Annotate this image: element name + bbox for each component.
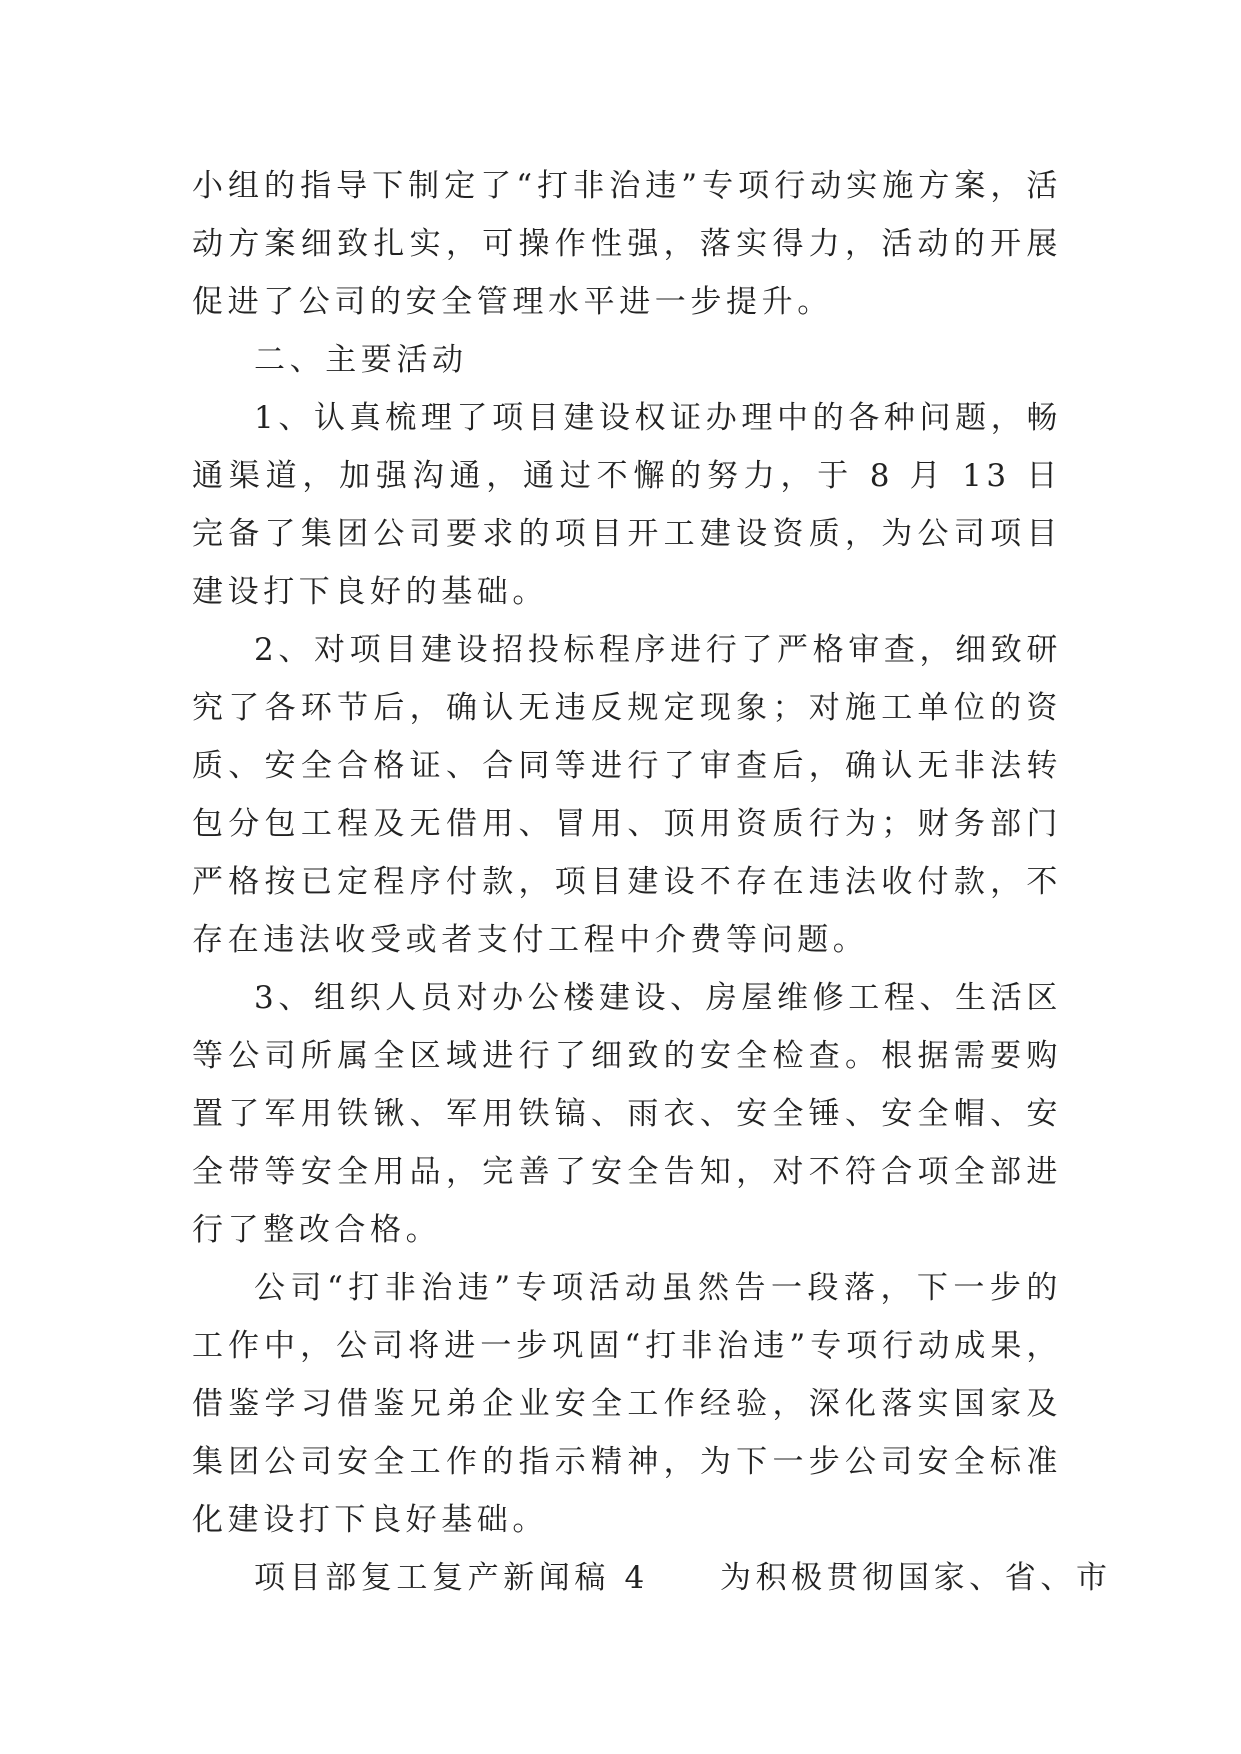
paragraph-intro-continuation: 小组的指导下制定了“打非治违”专项行动实施方案，活动方案细致扎实，可操作性强，落实得力，活动的开展促进了公司的安全管理水平进一步提升。: [192, 168, 1062, 320]
paragraph-conclusion: 公司“打非治违”专项活动虽然告一段落，下一步的工作中，公司将进一步巩固“打非治违”专项行动成果，借鉴学习借鉴兄弟企业安全工作经验，深化落实国家及集团公司安全工作的指示精神，为下一步公司安全标准化建设打下良好基础。: [192, 1270, 1062, 1538]
paragraph-activity-3: 3、组织人员对办公楼建设、房屋维修工程、生活区等公司所属全区域进行了细致的安全检查。根据需要购置了军用铁锹、军用铁镐、雨衣、安全锤、安全帽、安全带等安全用品，完善了安全告知，对不符合项全部进行了整改合格。: [192, 980, 1062, 1248]
document-body: [192, 157, 1112, 1607]
paragraph-activity-2: 2、对项目建设招投标程序进行了严格审查，细致研究了各环节后，确认无违反规定现象；对施工单位的资质、安全合格证、合同等进行了审查后，确认无非法转包分包工程及无借用、冒用、顶用资质行为；财务部门严格按已定程序付款，项目建设不存在违法收付款，不存在违法收受或者支付工程中介费等问题。: [192, 632, 1062, 958]
paragraph-activity-1: 1、认真梳理了项目建设权证办理中的各种问题，畅通渠道，加强沟通，通过不懈的努力，于 8 月 13 日完备了集团公司要求的项目开工建设资质，为公司项目建设打下良好的基础。: [192, 400, 1062, 610]
section-heading-main-activities: 二、主要活动: [254, 342, 468, 378]
paragraph-next-article-title: 项目部复工复产新闻稿 4 为积极贯彻国家、省、市: [254, 1560, 1112, 1596]
